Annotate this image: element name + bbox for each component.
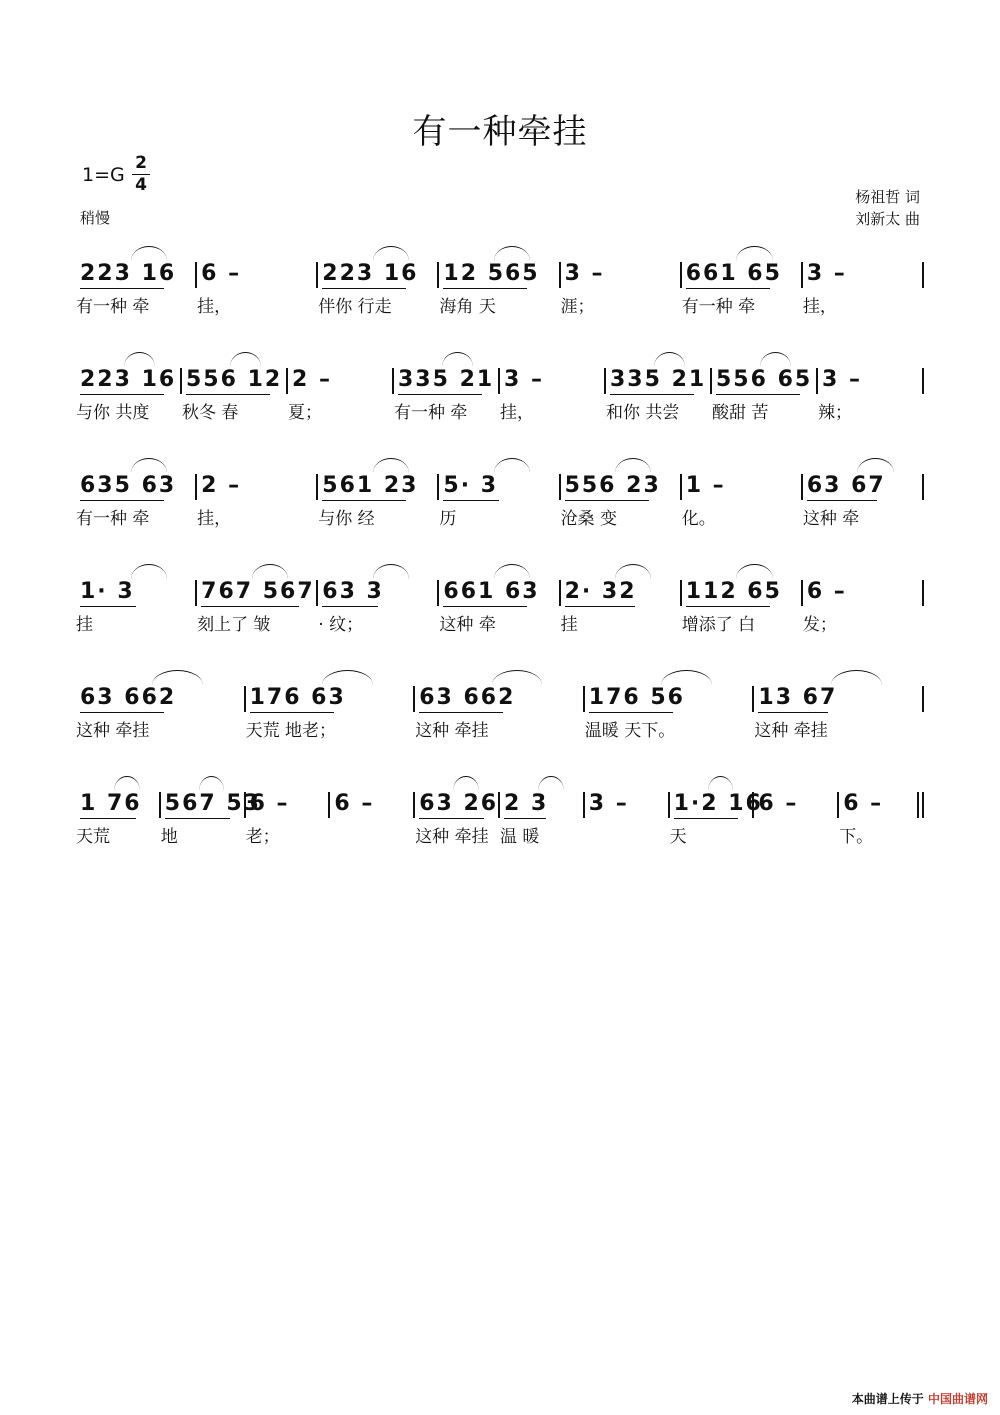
measure-lyrics: 温 暖 xyxy=(500,827,540,847)
notes-line xyxy=(76,674,924,722)
measure-lyrics: · 纹； xyxy=(318,615,364,635)
measure-notes: 767 567 xyxy=(201,579,315,604)
song-title: 有一种牵挂 xyxy=(412,112,588,152)
measure-notes: 561 23 xyxy=(322,473,419,498)
measure-lyrics: 秋冬 春 xyxy=(182,403,239,423)
measure-lyrics: 挂， xyxy=(802,297,837,317)
measure-notes: 223 16 xyxy=(80,261,177,286)
measure-notes: 3 – xyxy=(588,791,629,816)
lyrics-line xyxy=(76,716,924,746)
measure-notes: 661 65 xyxy=(685,261,782,286)
staff-system xyxy=(76,462,924,572)
measure-lyrics: 和你 共尝 xyxy=(606,403,680,423)
measure-notes: 176 63 xyxy=(249,685,346,710)
lyrics-line xyxy=(76,292,924,322)
composer-credit: 刘新太 曲 xyxy=(855,210,920,228)
lyrics-line xyxy=(76,398,924,428)
staff-system xyxy=(76,568,924,678)
measure-lyrics: 天荒 地老； xyxy=(245,721,336,741)
measure-lyrics: 这种 牵挂 xyxy=(415,827,489,847)
measure-lyrics: 挂 xyxy=(76,615,93,635)
site-footer xyxy=(852,1390,988,1407)
measure-lyrics: 地 xyxy=(160,827,178,847)
measure-notes: 1· 3 xyxy=(80,579,135,604)
measure-notes: 176 56 xyxy=(588,685,685,710)
measure-notes: 2· 32 xyxy=(564,579,637,604)
measure-notes: 1·2 16 xyxy=(673,791,763,816)
measure-notes: 6 – xyxy=(806,579,847,604)
measure-notes: 2 – xyxy=(292,367,332,392)
measure-notes: 556 12 xyxy=(186,367,283,392)
notes-line xyxy=(76,462,924,510)
measure-notes: 63 662 xyxy=(80,685,177,710)
measure-notes: 6 – xyxy=(758,791,799,816)
measure-notes: 63 662 xyxy=(419,685,516,710)
measure-notes: 335 21 xyxy=(398,367,495,392)
measure-lyrics: 老； xyxy=(245,827,280,847)
measure-lyrics: 历 xyxy=(439,509,457,529)
notes-line xyxy=(76,780,924,828)
measure-notes: 3 – xyxy=(504,367,544,392)
staff-system xyxy=(76,674,924,784)
measure-lyrics: 酸甜 苦 xyxy=(712,403,769,423)
measure-lyrics: 这种 牵 xyxy=(439,615,496,635)
tempo-marking: 稍慢 xyxy=(80,209,111,227)
measure-lyrics: 发； xyxy=(802,615,837,635)
measure-notes: 661 63 xyxy=(443,579,540,604)
lyrics-line xyxy=(76,610,924,640)
measure-lyrics: 与你 经 xyxy=(318,509,375,529)
time-signature-top: 2 xyxy=(135,153,147,173)
measure-notes: 3 – xyxy=(822,367,862,392)
measure-lyrics: 有一种 牵 xyxy=(394,403,468,423)
lyricist-credit: 杨祖哲 词 xyxy=(855,188,920,206)
measure-lyrics: 涯； xyxy=(560,297,595,317)
lyrics-line xyxy=(76,822,924,852)
measure-lyrics: 天荒 xyxy=(76,827,110,847)
measure-lyrics: 挂， xyxy=(197,509,232,529)
measure-notes: 567 53 xyxy=(164,791,261,816)
measure-notes: 1 76 xyxy=(80,791,142,816)
measure-lyrics: 增添了 白 xyxy=(681,615,756,635)
measure-notes: 556 23 xyxy=(564,473,661,498)
measure-notes: 5· 3 xyxy=(443,473,499,498)
measure-lyrics: 沧桑 变 xyxy=(560,509,617,529)
measure-lyrics: 夏； xyxy=(288,403,322,423)
measure-notes: 6 – xyxy=(334,791,375,816)
measure-lyrics: 天 xyxy=(669,827,687,847)
measure-lyrics: 挂， xyxy=(197,297,232,317)
measure-notes: 223 16 xyxy=(80,367,177,392)
time-signature xyxy=(132,154,150,195)
measure-lyrics: 这种 牵挂 xyxy=(76,721,150,741)
measure-lyrics: 化。 xyxy=(681,509,716,529)
measure-lyrics: 有一种 牵 xyxy=(76,509,150,529)
notes-line xyxy=(76,356,924,404)
measure-notes: 3 – xyxy=(564,261,605,286)
measure-lyrics: 这种 牵 xyxy=(802,509,860,529)
lyrics-line xyxy=(76,504,924,534)
measure-notes: 223 16 xyxy=(322,261,419,286)
measure-notes: 335 21 xyxy=(610,367,707,392)
measure-lyrics: 刻上了 皱 xyxy=(197,615,271,635)
measure-lyrics: 下。 xyxy=(839,827,874,847)
measure-lyrics: 伴你 行走 xyxy=(318,297,392,317)
staff-system xyxy=(76,356,924,466)
footer-prefix: 本曲谱上传于 xyxy=(851,1392,924,1406)
notes-line xyxy=(76,568,924,616)
measure-notes: 63 26 xyxy=(419,791,499,816)
staff-system xyxy=(76,780,924,890)
time-signature-bottom: 4 xyxy=(135,175,147,195)
measure-notes: 12 565 xyxy=(443,261,540,286)
measure-notes: 3 – xyxy=(806,261,847,286)
measure-lyrics: 有一种 牵 xyxy=(76,297,150,317)
measure-notes: 635 63 xyxy=(80,473,177,498)
measure-notes: 1 – xyxy=(685,473,726,498)
measure-notes: 2 – xyxy=(201,473,242,498)
measure-notes: 2 3 xyxy=(504,791,549,816)
measure-notes: 112 65 xyxy=(685,579,782,604)
measure-lyrics: 海角 天 xyxy=(439,297,496,317)
measure-lyrics: 辣； xyxy=(818,403,852,423)
measure-lyrics: 挂， xyxy=(500,403,534,423)
measure-notes: 556 65 xyxy=(716,367,813,392)
measure-notes: 6 – xyxy=(201,261,242,286)
measure-lyrics: 与你 共度 xyxy=(76,403,150,423)
measure-lyrics: 有一种 牵 xyxy=(681,297,756,317)
measure-lyrics: 挂 xyxy=(560,615,578,635)
measure-notes: 63 3 xyxy=(322,579,384,604)
key-signature: 1=G xyxy=(82,164,125,186)
measure-notes: 13 67 xyxy=(758,685,838,710)
measure-lyrics: 这种 牵挂 xyxy=(415,721,489,741)
measure-notes: 6 – xyxy=(249,791,290,816)
measure-notes: 63 67 xyxy=(806,473,886,498)
notes-line xyxy=(76,250,924,298)
measure-notes: 6 – xyxy=(843,791,884,816)
measure-lyrics: 这种 牵挂 xyxy=(754,721,828,741)
staff-system xyxy=(76,250,924,360)
footer-brand: 中国曲谱网 xyxy=(927,1392,988,1406)
measure-lyrics: 温暖 天下。 xyxy=(584,721,676,741)
